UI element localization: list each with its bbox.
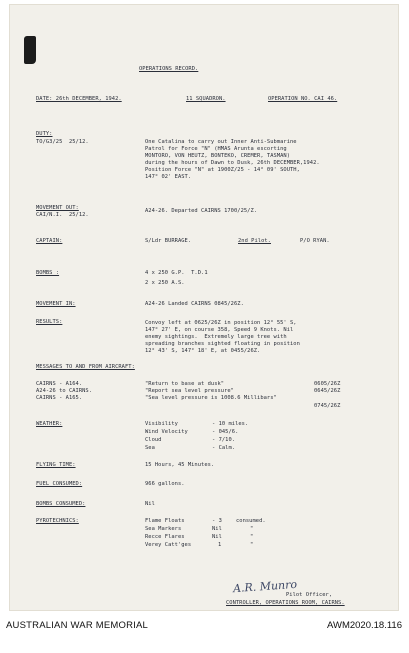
pyro-item: Flame Floats [145,518,185,524]
punch-hole-mark [24,36,36,64]
results-line: Convoy left at 0625/26Z in position 12° 55' S, [145,320,297,326]
operation-number: OPERATION NO. CAI 46. [268,96,338,102]
pyro-item: Recce Flares [145,534,185,540]
messages-label: MESSAGES TO AND FROM AIRCRAFT: [36,364,135,370]
pyro-item: Sea Markers [145,526,182,532]
duty-ref: TO/G3/25 25/12. [36,139,89,145]
fuel-text: 966 gallons. [145,481,185,487]
movement-out-ref: CAI/N.I. 25/12. [36,212,89,218]
results-label: RESULTS: [36,319,63,325]
message-from: CAIRNS - A164. [36,381,83,387]
duty-label: DUTY: [36,131,53,137]
captain-label: CAPTAIN: [36,238,63,244]
bombs-consumed-label: BOMBS CONSUMED: [36,501,86,507]
pyro-qty: 1 [218,542,222,548]
message-from: CAIRNS - A165. [36,395,83,401]
weather-value: - 10 miles. [212,421,249,427]
message-time: 0745/26Z [314,403,341,409]
message-text: "Sea level pressure is 1008.6 Millibars" [145,395,277,401]
second-pilot-label: 2nd Pilot. [238,238,271,244]
movement-out-label: MOVEMENT OUT: [36,205,79,211]
footer-accession-number: AWM2020.18.116 [327,620,402,631]
movement-in-label: MOVEMENT IN: [36,301,76,307]
weather-value: - Calm. [212,445,236,451]
signature-rank: Pilot Officer, [286,592,333,598]
message-from: A24-26 to CAIRNS. [36,388,93,394]
signature-role: CONTROLLER, OPERATIONS ROOM, CAIRNS. [226,600,345,606]
duty-line: during the hours of Dawn to Dusk, 26th DECEMBER,1942. [145,160,320,166]
weather-value: - 045/6. [212,429,239,435]
movement-out-text: A24-26. Departed CAIRNS 1700/25/Z. [145,208,258,214]
bombs-line: 2 x 250 A.S. [145,280,185,286]
message-time: 0605/26Z [314,381,341,387]
squadron: 11 SQUADRON. [186,96,226,102]
archive-footer [0,611,409,653]
footer-institution: AUSTRALIAN WAR MEMORIAL [6,620,149,631]
pyro-note: " [250,534,254,540]
handwritten-signature: A.R. Munro [232,577,298,596]
bombs-consumed-text: Nil [145,501,155,507]
duty-line: Position Force "N" at 1900Z/25 - 14° 09' SOUTH, [145,167,300,173]
weather-key: Cloud [145,437,162,443]
flying-time-text: 15 Hours, 45 Minutes. [145,462,215,468]
pyro-qty: Nil [212,534,222,540]
pyro-note: " [250,542,254,548]
results-line: 147° 27' E, on course 358, Speed 9 Knots. Nil [145,327,294,333]
fuel-label: FUEL CONSUMED: [36,481,83,487]
weather-key: Wind Velocity [145,429,188,435]
movement-in-text: A24-26 Landed CAIRNS 0845/26Z. [145,301,244,307]
pyro-qty: Nil [212,526,222,532]
pyro-item: Verey Catt'ges [145,542,192,548]
weather-key: Sea [145,445,155,451]
message-time: 0645/26Z [314,388,341,394]
weather-key: Visibility [145,421,178,427]
pyro-note: consumed. [236,518,266,524]
message-text: "Report sea level pressure" [145,388,234,394]
results-line: enemy sightings. Extremely large tree with [145,334,287,340]
weather-value: - 7/10. [212,437,236,443]
message-text: "Return to base at dusk" [145,381,225,387]
duty-line: One Catalina to carry out Inner Anti-Submarine [145,139,297,145]
duty-line: Patrol for Force "N" (HMAS Arunta escorting [145,146,287,152]
pyrotechnics-label: PYROTECHNICS: [36,518,79,524]
pyro-qty: - 3 [212,518,222,524]
date-line: DATE: 26th DECEMBER, 1942. [36,96,122,102]
pyro-note: " [250,526,254,532]
results-line: spreading branches sighted floating in position [145,341,300,347]
bombs-label: BOMBS : [36,270,60,276]
second-pilot-name: P/O RYAN. [300,238,330,244]
weather-label: WEATHER: [36,421,63,427]
bombs-line: 4 x 250 G.P. T.D.1 [145,270,208,276]
results-line: 12° 43' S, 147° 18' E, at 0455/26Z. [145,348,261,354]
flying-time-label: FLYING TIME: [36,462,76,468]
captain-name: S/Ldr BURRAGE. [145,238,192,244]
document-title: OPERATIONS RECORD. [139,66,199,72]
duty-line: 147° 02' EAST. [145,174,192,180]
duty-line: MONTORO, VON HEUTZ, BONTEKO, CREMER, TASMAN) [145,153,290,159]
